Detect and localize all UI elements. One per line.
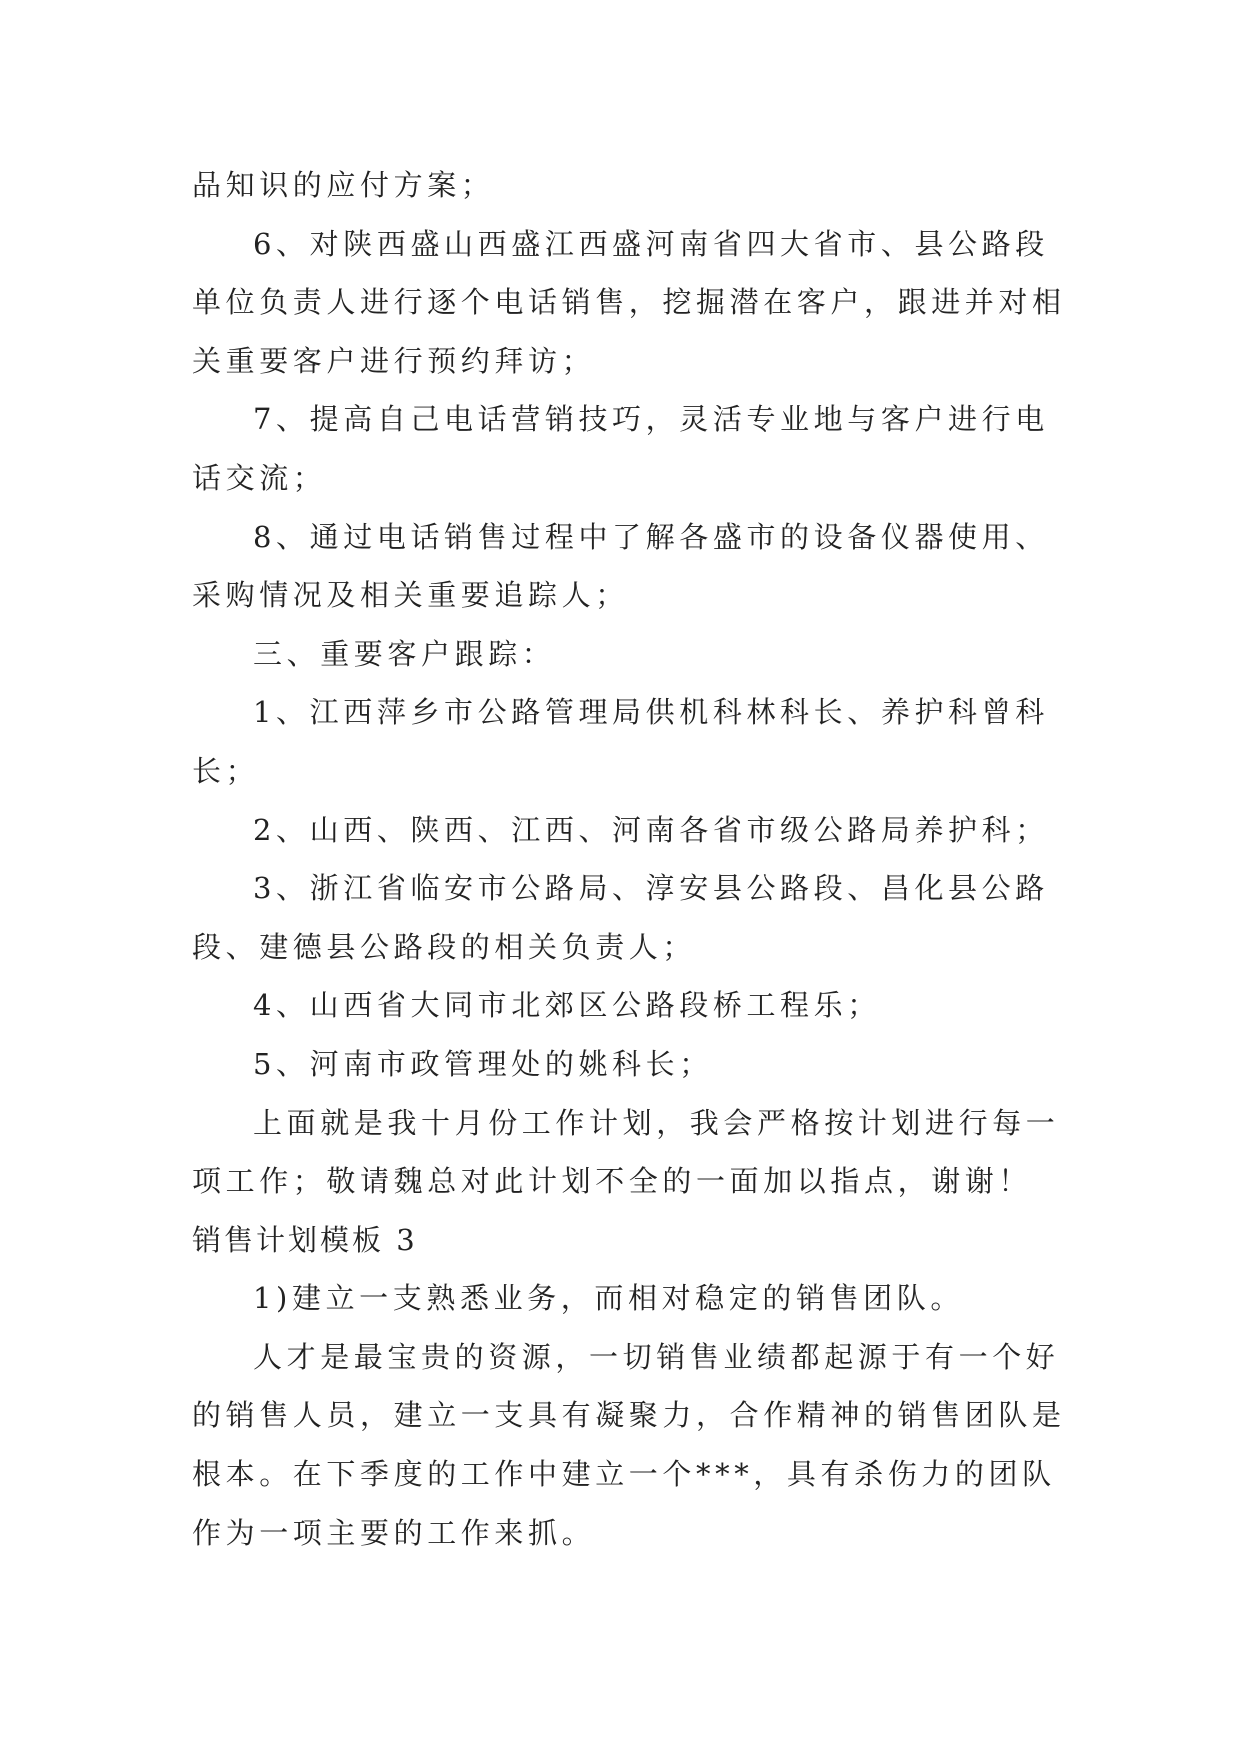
body-line: 人才是最宝贵的资源，一切销售业绩都起源于有一个好 bbox=[253, 1339, 1060, 1374]
document-body bbox=[192, 156, 1066, 1562]
body-line: 上面就是我十月份工作计划，我会严格按计划进行每一 bbox=[253, 1105, 1060, 1140]
template-heading: 销售计划模板 3 bbox=[192, 1222, 418, 1257]
section-heading: 三、重要客户跟踪： bbox=[253, 636, 556, 671]
body-line: 1、江西萍乡市公路管理局供机科林科长、养护科曾科 bbox=[253, 695, 1049, 730]
body-line: 2、山西、陕西、江西、河南各省市级公路局养护科； bbox=[253, 812, 1049, 847]
body-line: 5、河南市政管理处的姚科长； bbox=[253, 1046, 713, 1081]
body-line: 3、浙江省临安市公路局、淳安县公路段、昌化县公路 bbox=[253, 871, 1049, 906]
body-line: 品知识的应付方案； bbox=[192, 168, 495, 202]
body-line: 的销售人员，建立一支具有凝聚力，合作精神的销售团队是 bbox=[192, 1398, 1066, 1433]
body-line: 8、通过电话销售过程中了解各盛市的设备仪器使用、 bbox=[253, 519, 1049, 554]
body-line: 4、山西省大同市北郊区公路段桥工程乐； bbox=[253, 988, 881, 1023]
body-line: 长； bbox=[192, 753, 260, 788]
body-line: 作为一项主要的工作来抓。 bbox=[192, 1515, 596, 1550]
body-line: 段、建德县公路段的相关负责人； bbox=[192, 929, 697, 964]
body-line: 6、对陕西盛山西盛江西盛河南省四大省市、县公路段 bbox=[253, 226, 1049, 261]
body-line: 采购情况及相关重要追踪人； bbox=[192, 578, 629, 613]
body-line: 话交流； bbox=[192, 460, 327, 495]
body-line: 7、提高自己电话营销技巧，灵活专业地与客户进行电 bbox=[253, 402, 1049, 437]
body-line: 关重要客户进行预约拜访； bbox=[192, 343, 596, 378]
body-line: 项工作；敬请魏总对此计划不全的一面加以指点，谢谢！ bbox=[192, 1164, 1033, 1199]
body-line: 1)建立一支熟悉业务，而相对稳定的销售团队。 bbox=[253, 1281, 964, 1316]
body-line: 根本。在下季度的工作中建立一个***，具有杀伤力的团队 bbox=[192, 1457, 1056, 1492]
body-line: 单位负责人进行逐个电话销售，挖掘潜在客户，跟进并对相 bbox=[192, 285, 1066, 320]
